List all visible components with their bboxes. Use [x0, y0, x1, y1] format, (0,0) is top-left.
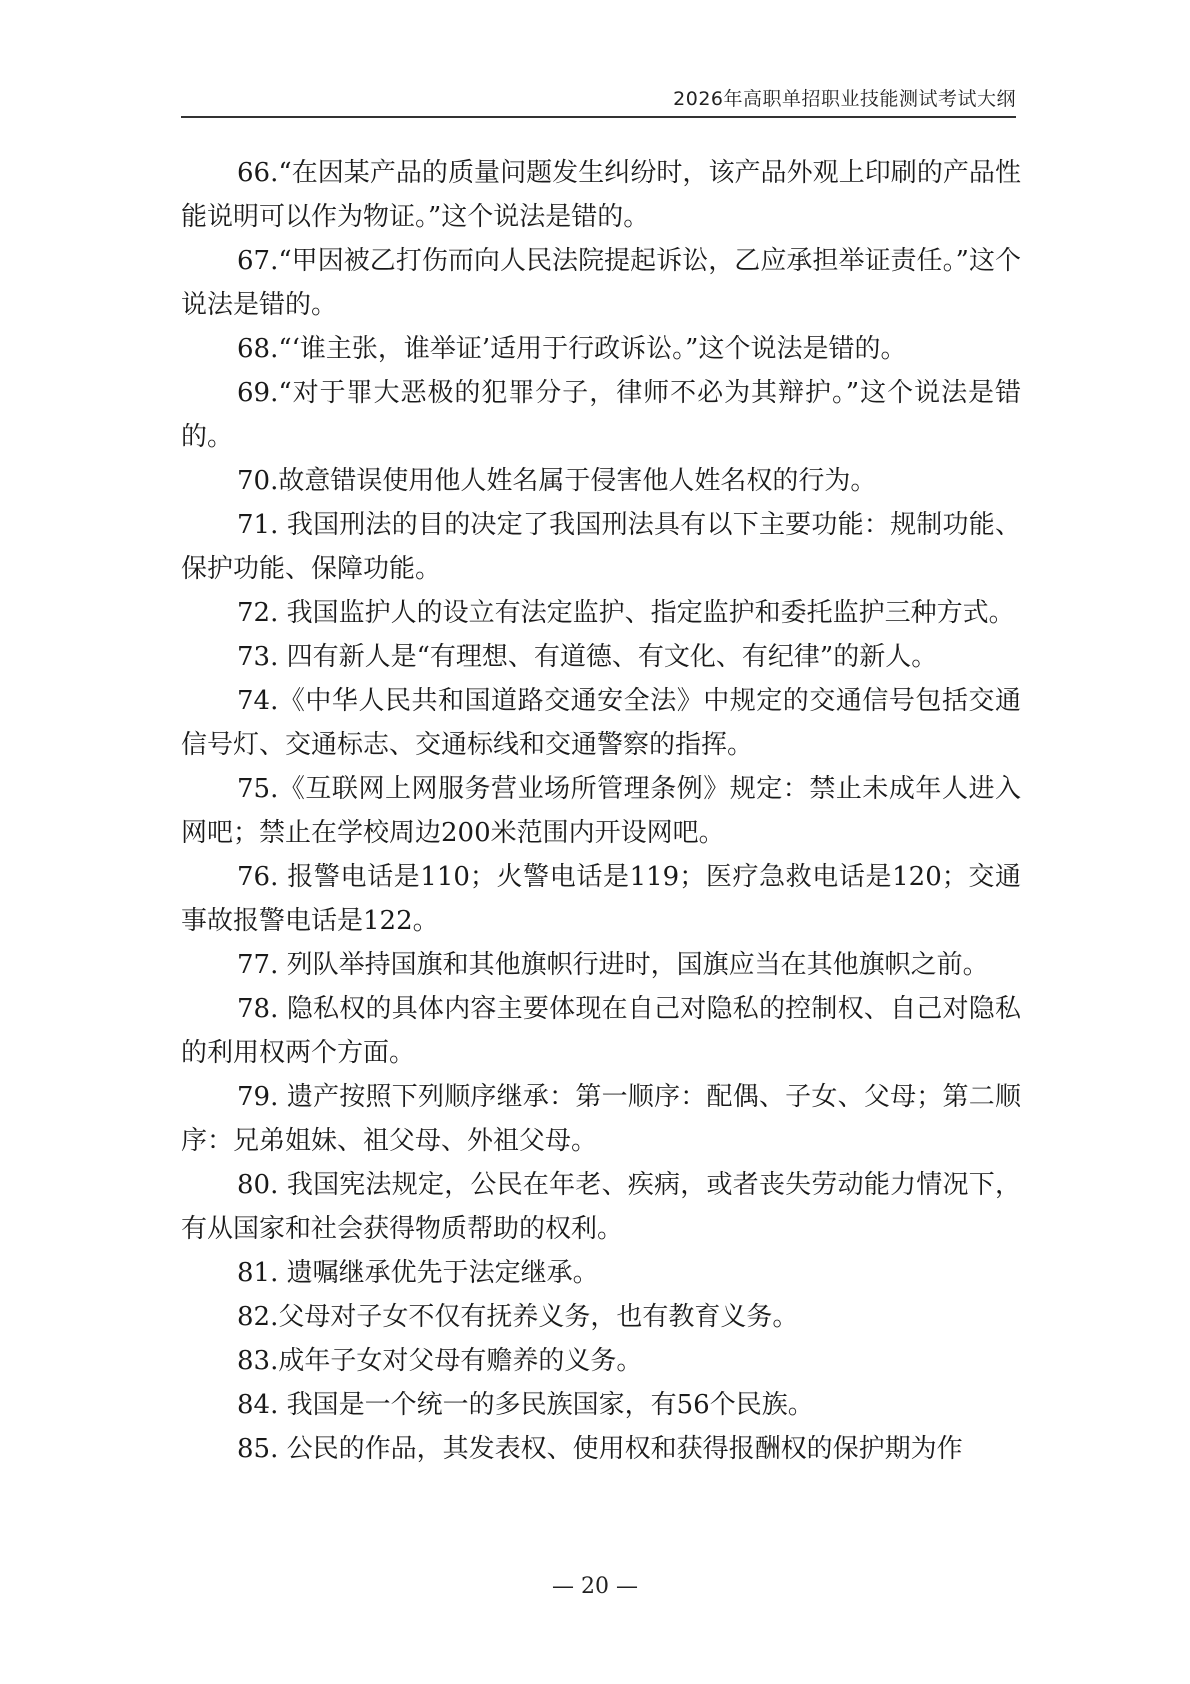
list-item: 80. 我国宪法规定，公民在年老、疾病，或者丧失劳动能力情况下，有从国家和社会获得物质帮助的权利。 [181, 1170, 1021, 1244]
list-item: 72. 我国监护人的设立有法定监护、指定监护和委托监护三种方式。 [237, 598, 1015, 628]
list-item: 83.成年子女对父母有赡养的义务。 [237, 1346, 643, 1376]
list-item: 69.“对于罪大恶极的犯罪分子，律师不必为其辩护。”这个说法是错的。 [181, 378, 1021, 452]
list-item: 81. 遗嘱继承优先于法定继承。 [237, 1258, 599, 1288]
list-item: 85. 公民的作品，其发表权、使用权和获得报酬权的保护期为作 [237, 1434, 963, 1464]
list-item: 73. 四有新人是“有理想、有道德、有文化、有纪律”的新人。 [237, 642, 938, 672]
list-item: 66.“在因某产品的质量问题发生纠纷时，该产品外观上印刷的产品性能说明可以作为物证。”这个说法是错的。 [181, 158, 1021, 232]
list-item: 75.《互联网上网服务营业场所管理条例》规定：禁止未成年人进入网吧；禁止在学校周边200米范围内开设网吧。 [181, 774, 1021, 848]
page-number: — 20 — [552, 1574, 638, 1599]
list-item: 70.故意错误使用他人姓名属于侵害他人姓名权的行为。 [237, 466, 877, 496]
list-item: 71. 我国刑法的目的决定了我国刑法具有以下主要功能：规制功能、保护功能、保障功能。 [181, 510, 1021, 584]
list-item: 79. 遗产按照下列顺序继承：第一顺序：配偶、子女、父母；第二顺序：兄弟姐妹、祖父母、外祖父母。 [181, 1082, 1021, 1156]
page-header [181, 86, 1016, 118]
list-item: 82.父母对子女不仅有抚养义务，也有教育义务。 [237, 1302, 799, 1332]
list-item: 74.《中华人民共和国道路交通安全法》中规定的交通信号包括交通信号灯、交通标志、交通标线和交通警察的指挥。 [181, 686, 1021, 760]
header-title: 2026年高职单招职业技能测试考试大纲 [673, 88, 1016, 110]
document-body [181, 151, 1021, 1471]
list-item: 67.“甲因被乙打伤而向人民法院提起诉讼，乙应承担举证责任。”这个说法是错的。 [181, 246, 1021, 320]
list-item: 84. 我国是一个统一的多民族国家，有56个民族。 [237, 1390, 814, 1420]
list-item: 78. 隐私权的具体内容主要体现在自己对隐私的控制权、自己对隐私的利用权两个方面。 [181, 994, 1021, 1068]
list-item: 76. 报警电话是110；火警电话是119；医疗急救电话是120；交通事故报警电话是122。 [181, 862, 1021, 936]
list-item: 68.“‘谁主张，谁举证’适用于行政诉讼。”这个说法是错的。 [237, 334, 907, 364]
list-item: 77. 列队举持国旗和其他旗帜行进时，国旗应当在其他旗帜之前。 [237, 950, 989, 980]
